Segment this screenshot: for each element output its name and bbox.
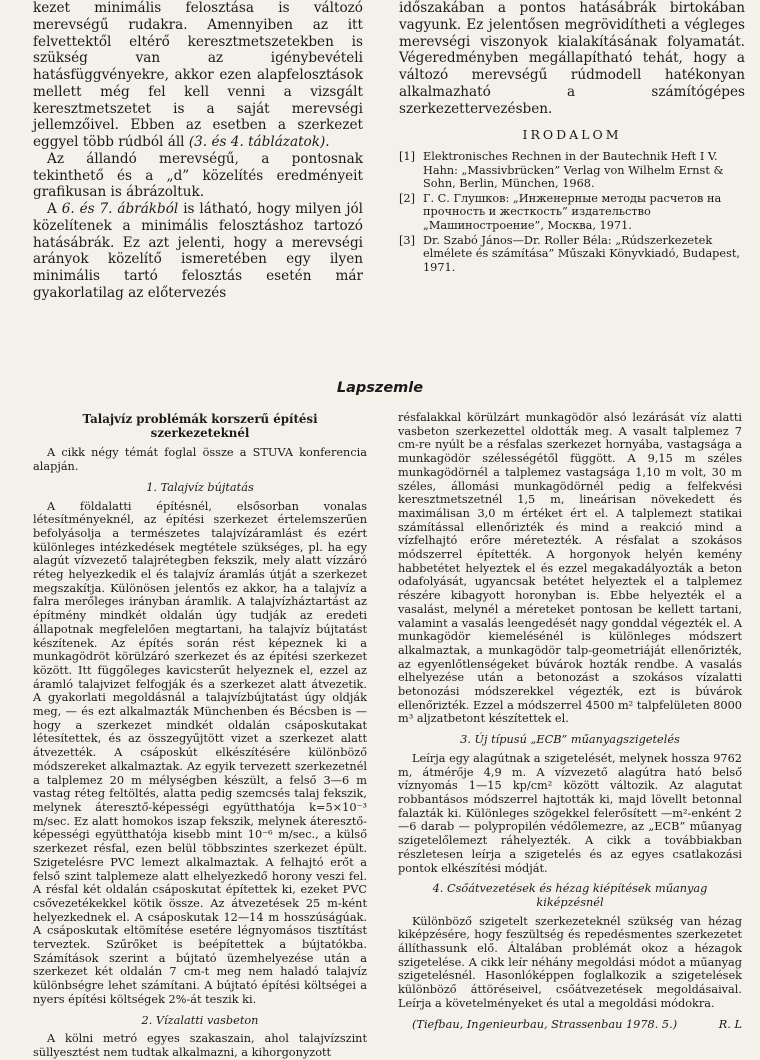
- paragraph-text: kezet minimális felosztása is változó merevségű rudakra. Amennyiben az itt felvettektől eltérő keresztmetszetekben is szükség van az igénybevételi hatásfüggvényekre, akkor ezen alapfelosztások mellett még fel kell venni a vizsgált keresztmetszetet is a saját merevségi jellemzőivel. Ebben az esetben a szerkezet eggyel több rúdból áll: [33, 0, 363, 150]
- paragraph-groundwater-bypass: A földalatti építésnél, elsősorban vonalas létesítményeknél, az építési szerkezet értelemszerűen befolyásolja a természetes talajvízáramlást és ezért különleges intézkedések megtétele szükséges, pl. ha egy alagút vízvezető talajrétegben fekszik, mely alatt vízzáró réteg helyezkedik el és talajvíz áramlás útját a szerkezet megszakítja. Különösen jelentős ez akkor, ha a talajvíz a falra merőleges irányban áramlik. A talajvízháztartást az építmény mindkét oldalán úgy tudják az eredeti állapotnak megfelelően megtartani, ha talajvíz bújtatást készítenek. Az építés során rést képeznek ki a munkagödröt körülzáró szerkezet és az építési szerkezet között. Itt függőleges kavicsterűt helyeznek el, ezzel az áramló talajvizet felfogják és a szerkezet alatt átvezetik. A gyakorlati megoldásnál a talajvízbújtatást úgy oldják meg, — és ezt alkalmazták Münchenben és Bécsben is — hogy a szerkezet mindkét oldalán csáposkutakat létesítettek, és az összegyűjtött vizet a szerkezet alatt átvezették. A csáposkút elkészítésére különböző módszereket alkalmaztak. Az egyik tervezett szerkezetnél a talplemez 20 m mélységben készült, a felső 3—6 m vastag réteg feltöltés, alatta pedig szemcsés talaj fekszik, melynek áteresztő-képességi együtthatója k=5×10⁻³ m/sec. Ez alatt homokos iszap fekszik, melynek áteresztő-képességi együtthatója kisebb mint 10⁻⁶ m/sec., a külső szerkezet résfal, ezen belül többszintes szerkezet épült. Szigetelésre PVC lemezt alkalmaztak. A felhajtó erőt a felső szint talplemeze alatt elhelyezkedő horony veszi fel. A résfal két oldalán csáposkutat építettek ki, ezeket PVC csővezetékekkel kötik össze. Az átvezetések 25 m-ként helyezkednek el. A csáposkutak 12—14 m hosszúságúak. A csáposkutak eltömítése esetére légnyomásos tisztítást terveztek. Szűrőket is beépítettek a bújtatókba. Számítások szerint a bújtató üzemhelyezése után a szerkezet két oldalán 7 cm-t meg nem haladó talajvíz különbségre lehet számítani. A bújtató építési költségei a nyers építési költségek 2%-át teszik ki.: [33, 499, 367, 1006]
- reference-text: Elektronisches Rechnen in der Bautechnik Heft I V. Hahn: „Massivbrücken” Verlag von Wilhelm Ernst & Sohn, Berlin, München, 1968.: [423, 150, 724, 191]
- source-line: [398, 1018, 742, 1032]
- reference-item: [399, 192, 745, 233]
- subheading-1: 1. Talajvíz bújtatás: [146, 480, 254, 494]
- top-left-column: [33, 0, 363, 302]
- top-right-column: [399, 0, 745, 275]
- table-reference: (3. és 4. táblázatok).: [188, 134, 330, 150]
- paragraph-underwater-concrete-cont: résfalakkal körülzárt munkagödör alsó lezárását víz alatti vasbeton szerkezettel oldották meg. A vasalt talplemez 7 cm-re nyúlt be a résfalas szerkezet hornyába, vastagsága a munkagödör szélességétől függött. A 9,15 m széles munkagödörnél a talplemez vastagsága 1,10 m volt, 30 m széles, állomási munkagödörnél pedig a felfekvési keresztmetszetnél 1,5 m, lineárisan növekedett és maximálisan 3,0 m értéket ért el. A talplemezt statikai számítással ellenőrizték és mind a reakció mind a vízfelhajtó erőre méretezték. A résfalat a szokásos módszerrel építették. A horgonyok helyén kemény habbetétet helyeztek el és ezzel megakadályozták a beton odafolyását, ugyancsak betétet helyeztek el a talplemez részére kibagyott horonyban is. Ebbe helyezték el a vasalást, melynél a méreteket pontosan be kellett tartani, valamint a vasalás leengedését nagy gonddal végezték el. A munkagödör kiemelésénél is különleges módszert alkalmaztak, a munkagödör talp-geometriáját ellenőrizték, az egyenlőtlenségeket búvárok hozták rendbe. A vasalás elhelyezése után a betonozást a szokásos vízalatti betonozási módszerekkel végezték, ezt is búvárok ellenőrizték. Ezzel a módszerrel 4500 m² talpfelületen 8000 m³ aljzatbetont készítettek el.: [398, 411, 742, 726]
- reference-item: [399, 234, 745, 275]
- reference-number: [3]: [399, 233, 416, 247]
- bottom-right-column: [398, 411, 742, 1031]
- paragraph-joints: Különböző szigetelt szerkezeteknél szükség van hézag kiképzésére, hogy feszültség és repedésmentes szerkezetet állíthassunk elő. Általában problémát okoz a hézagok szigetelése. A cikk leír néhány megoldási módot a műanyag szigetelésnél. Hasonlóképpen foglalkozik a szigetelések különböző áttöréseivel, csőátvezetések megoldásaival. Leírja a követelményeket és utal a megoldási módokra.: [398, 914, 742, 1010]
- source-citation: (Tiefbau, Ingenieurbau, Strassenbau 1978. 5.): [412, 1017, 678, 1031]
- paragraph-ecb-insulation: Leírja egy alagútnak a szigetelését, melynek hossza 9762 m, átmérője 4,9 m. A vízvezető alagútra ható belső víznyomás 1—15 kp/cm² között változik. Az alagutat robbantásos módszerrel hajtották ki, majd lövellt betonnal falazták ki. Különleges szögekkel felerősített —m²-enként 2—6 darab — polypropilén védőlemezre, az „ECB” műanyag szigetelőlemezt ráhelyezték. A cikk a továbbiakban részletesen leírja a szigetelés és az egyes csatlakozási pontok elkészítési módját.: [398, 751, 742, 875]
- bottom-left-column: [33, 411, 367, 1060]
- reference-item: [399, 150, 745, 191]
- reference-number: [1]: [399, 150, 416, 163]
- paragraph-text: A: [47, 201, 57, 217]
- reference-text: Dr. Szabó János—Dr. Roller Béla: „Rúdszerkezetek elmélete és számítása” Műszaki Könyvkiadó, Budapest, 1971.: [423, 233, 741, 274]
- section-title: Lapszemle: [336, 380, 424, 396]
- references-heading: IRODALOM: [522, 127, 622, 143]
- references-list: [399, 150, 745, 274]
- subheading-3: 3. Új típusú „ECB” műanyagszigetelés: [460, 733, 680, 747]
- figure-reference: 6. és 7. ábrákból: [61, 201, 179, 217]
- top-left-paragraph-3: [33, 201, 363, 302]
- article-title: Talajvíz problémák korszerű építési szerkezeteknél: [82, 412, 318, 440]
- top-right-paragraph-1: időszakában a pontos hatásábrák birtokában vagyunk. Ez jelentősen megrövidítheti a végleges merevségi viszonyok kialakításának folyamatát. Végeredményben megállapítható tehát, hogy a változó merevségű rúdmodell hatékonyan alkalmazható a számítógépes szerkezettervezésben.: [399, 0, 745, 117]
- top-left-paragraph-2: Az állandó merevségű, a pontosnak tekinthető és a „d” közelítés eredményeit grafikusan is ábrázoltuk.: [33, 150, 363, 201]
- top-left-paragraph-1: [33, 0, 363, 151]
- subheading-4: 4. Csőátvezetések és hézag kiépítések műanyag kiképzésnél: [432, 882, 708, 909]
- reference-number: [2]: [399, 191, 416, 205]
- paragraph-underwater-concrete: A kölni metró egyes szakaszain, ahol talajvízszint süllyesztést nem tudtak alkalmazni, a kihorgonyzott: [33, 1032, 367, 1059]
- author-initials: R. L: [718, 1017, 742, 1031]
- subheading-2: 2. Vízalatti vasbeton: [141, 1013, 259, 1027]
- reference-text: Г. С. Глушков: „Инженерные методы расчетов на прочность и жесткость” издательство „Машиностроение”, Москва, 1971.: [423, 191, 722, 232]
- article-intro: A cikk négy témát foglal össze a STUVA konferencia alapján.: [33, 446, 367, 474]
- paragraph-text: is látható, hogy milyen jól közelítenek a minimális felosztáshoz tartozó hatásábrák. Ez azt jelenti, hogy a merevségi arányok közelítő ismeretében egy ilyen minimális tartó felosztás esetén már gyakorlatilag az előtervezés: [33, 201, 363, 301]
